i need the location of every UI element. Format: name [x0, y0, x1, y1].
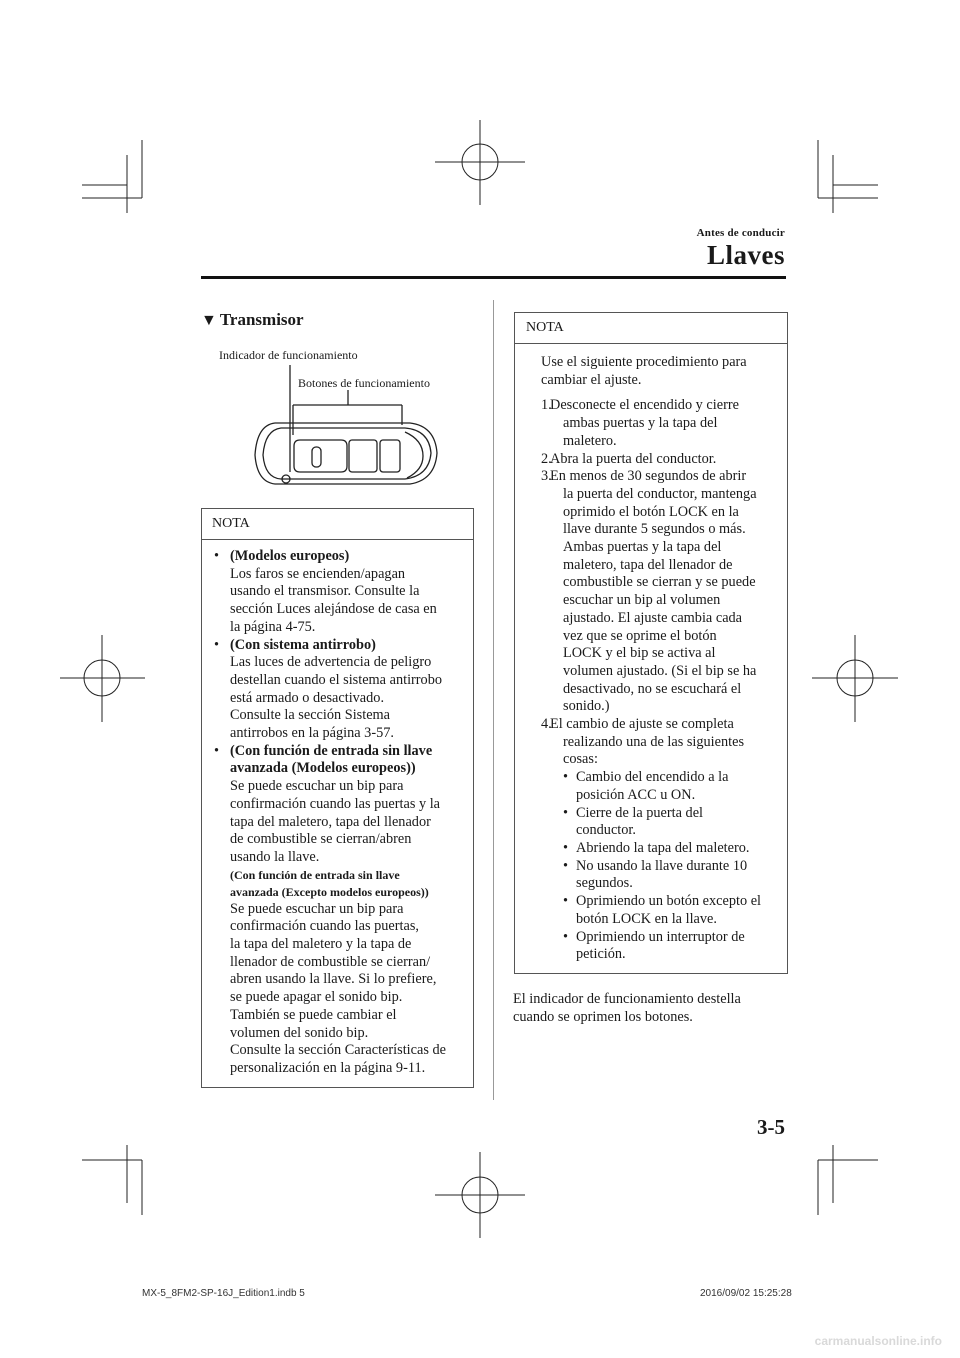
bullet-icon: •	[563, 857, 569, 874]
header-chapter: Llaves	[706, 240, 785, 270]
footer-timestamp: 2016/09/02 15:25:28	[700, 1288, 792, 1299]
triangle-icon: ▼	[201, 312, 217, 329]
note-box-left	[201, 508, 474, 1088]
figure-label-indicator: Indicador de funcionamiento	[219, 348, 358, 362]
bullet-icon: •	[214, 742, 220, 759]
note-intro: Use el siguiente procedimiento para cambiar el ajuste.	[541, 354, 747, 388]
key-fob-illustration	[245, 360, 445, 500]
note-item: • (Modelos europeos) Los faros se encienden/apagan usando el transmisor. Consulte la sección Luces alejándose de casa en la página 4-75.	[214, 548, 437, 635]
figure-label-buttons: Botones de funcionamiento	[298, 376, 430, 390]
bullet-item: • Oprimiendo un interruptor de petición.	[563, 928, 745, 963]
bullet-item: • Cambio del encendido a la posición ACC u ON.	[563, 769, 729, 803]
step-item: 2. Abra la puerta del conductor.	[541, 450, 717, 467]
header-rule	[201, 276, 786, 279]
section-title: ▼ Transmisor	[201, 310, 304, 329]
note-box-right	[514, 312, 788, 974]
note-item: • (Con sistema antirrobo) Las luces de advertencia de peligro destellan cuando el sistema antirrobo está armado o desactivado. Consulte la sección Sistema antirrobos en la página 3-57.	[214, 636, 443, 742]
bullet-icon: •	[214, 548, 220, 564]
bullet-icon: •	[563, 804, 569, 821]
watermark: carmanualsonline.info	[814, 1334, 942, 1348]
note-heading: NOTA	[515, 313, 787, 344]
closing-paragraph: El indicador de funcionamiento destella cuando se oprimen los botones.	[513, 991, 741, 1025]
header-section: Antes de conducir	[696, 227, 785, 239]
page-number: 3-5	[757, 1115, 785, 1139]
bullet-item: • Oprimiendo un botón excepto el botón LOCK en la llave.	[563, 893, 762, 927]
bullet-icon: •	[563, 928, 569, 945]
note-item: • (Con función de entrada sin llave avanzada (Modelos europeos)) Se puede escuchar un bip para confirmación cuando las puertas y la tapa del maletero, tapa del llenador de combustible se cierran/abren usando la llave. (Con función de entrada sin llave avanzada (Excepto modelos europeos)) Se puede escuchar un bip para confirmación cuando las puertas, la tapa del maletero y la tapa de llenador de combustible se cierran/ abren usando la llave. Si lo prefiere, se puede apagar el sonido bip. También se puede cambiar el volumen del sonido bip. Consulte la sección Características de personalización en la página 9-11.	[214, 742, 446, 1076]
bullet-icon: •	[563, 893, 569, 910]
note-heading: NOTA	[202, 509, 473, 540]
bullet-item: • No usando la llave durante 10 segundos.	[563, 857, 748, 892]
bullet-icon: •	[563, 839, 569, 856]
bullet-icon: •	[214, 636, 220, 653]
bullet-icon: •	[563, 769, 569, 786]
note-body-left	[202, 540, 473, 1078]
step-item: 1. Desconecte el encendido y cierre ambas puertas y la tapa del maletero.	[541, 397, 739, 449]
note-body-right	[515, 344, 787, 964]
step-item: 3. En menos de 30 segundos de abrir la puerta del conductor, mantenga oprimido el botón LOCK en la llave durante 5 segundos o más. Ambas puertas y la tapa del maletero, tapa del llenador de combustible se cierran y se puede escuchar un bip al volumen ajustado. El ajuste cambia cada vez que se oprime el botón LOCK y el bip se activa al volumen ajustado. (Si el bip se ha desactivado, no se escuchará el sonido.)	[541, 468, 757, 715]
bullet-item: • Abriendo la tapa del maletero.	[563, 839, 750, 856]
column-separator	[493, 300, 494, 1100]
step-item: 4. El cambio de ajuste se completa realizando una de las siguientes cosas:	[541, 716, 745, 768]
footer-filename: MX-5_8FM2-SP-16J_Edition1.indb 5	[142, 1288, 305, 1299]
bullet-item: • Cierre de la puerta del conductor.	[563, 804, 704, 839]
